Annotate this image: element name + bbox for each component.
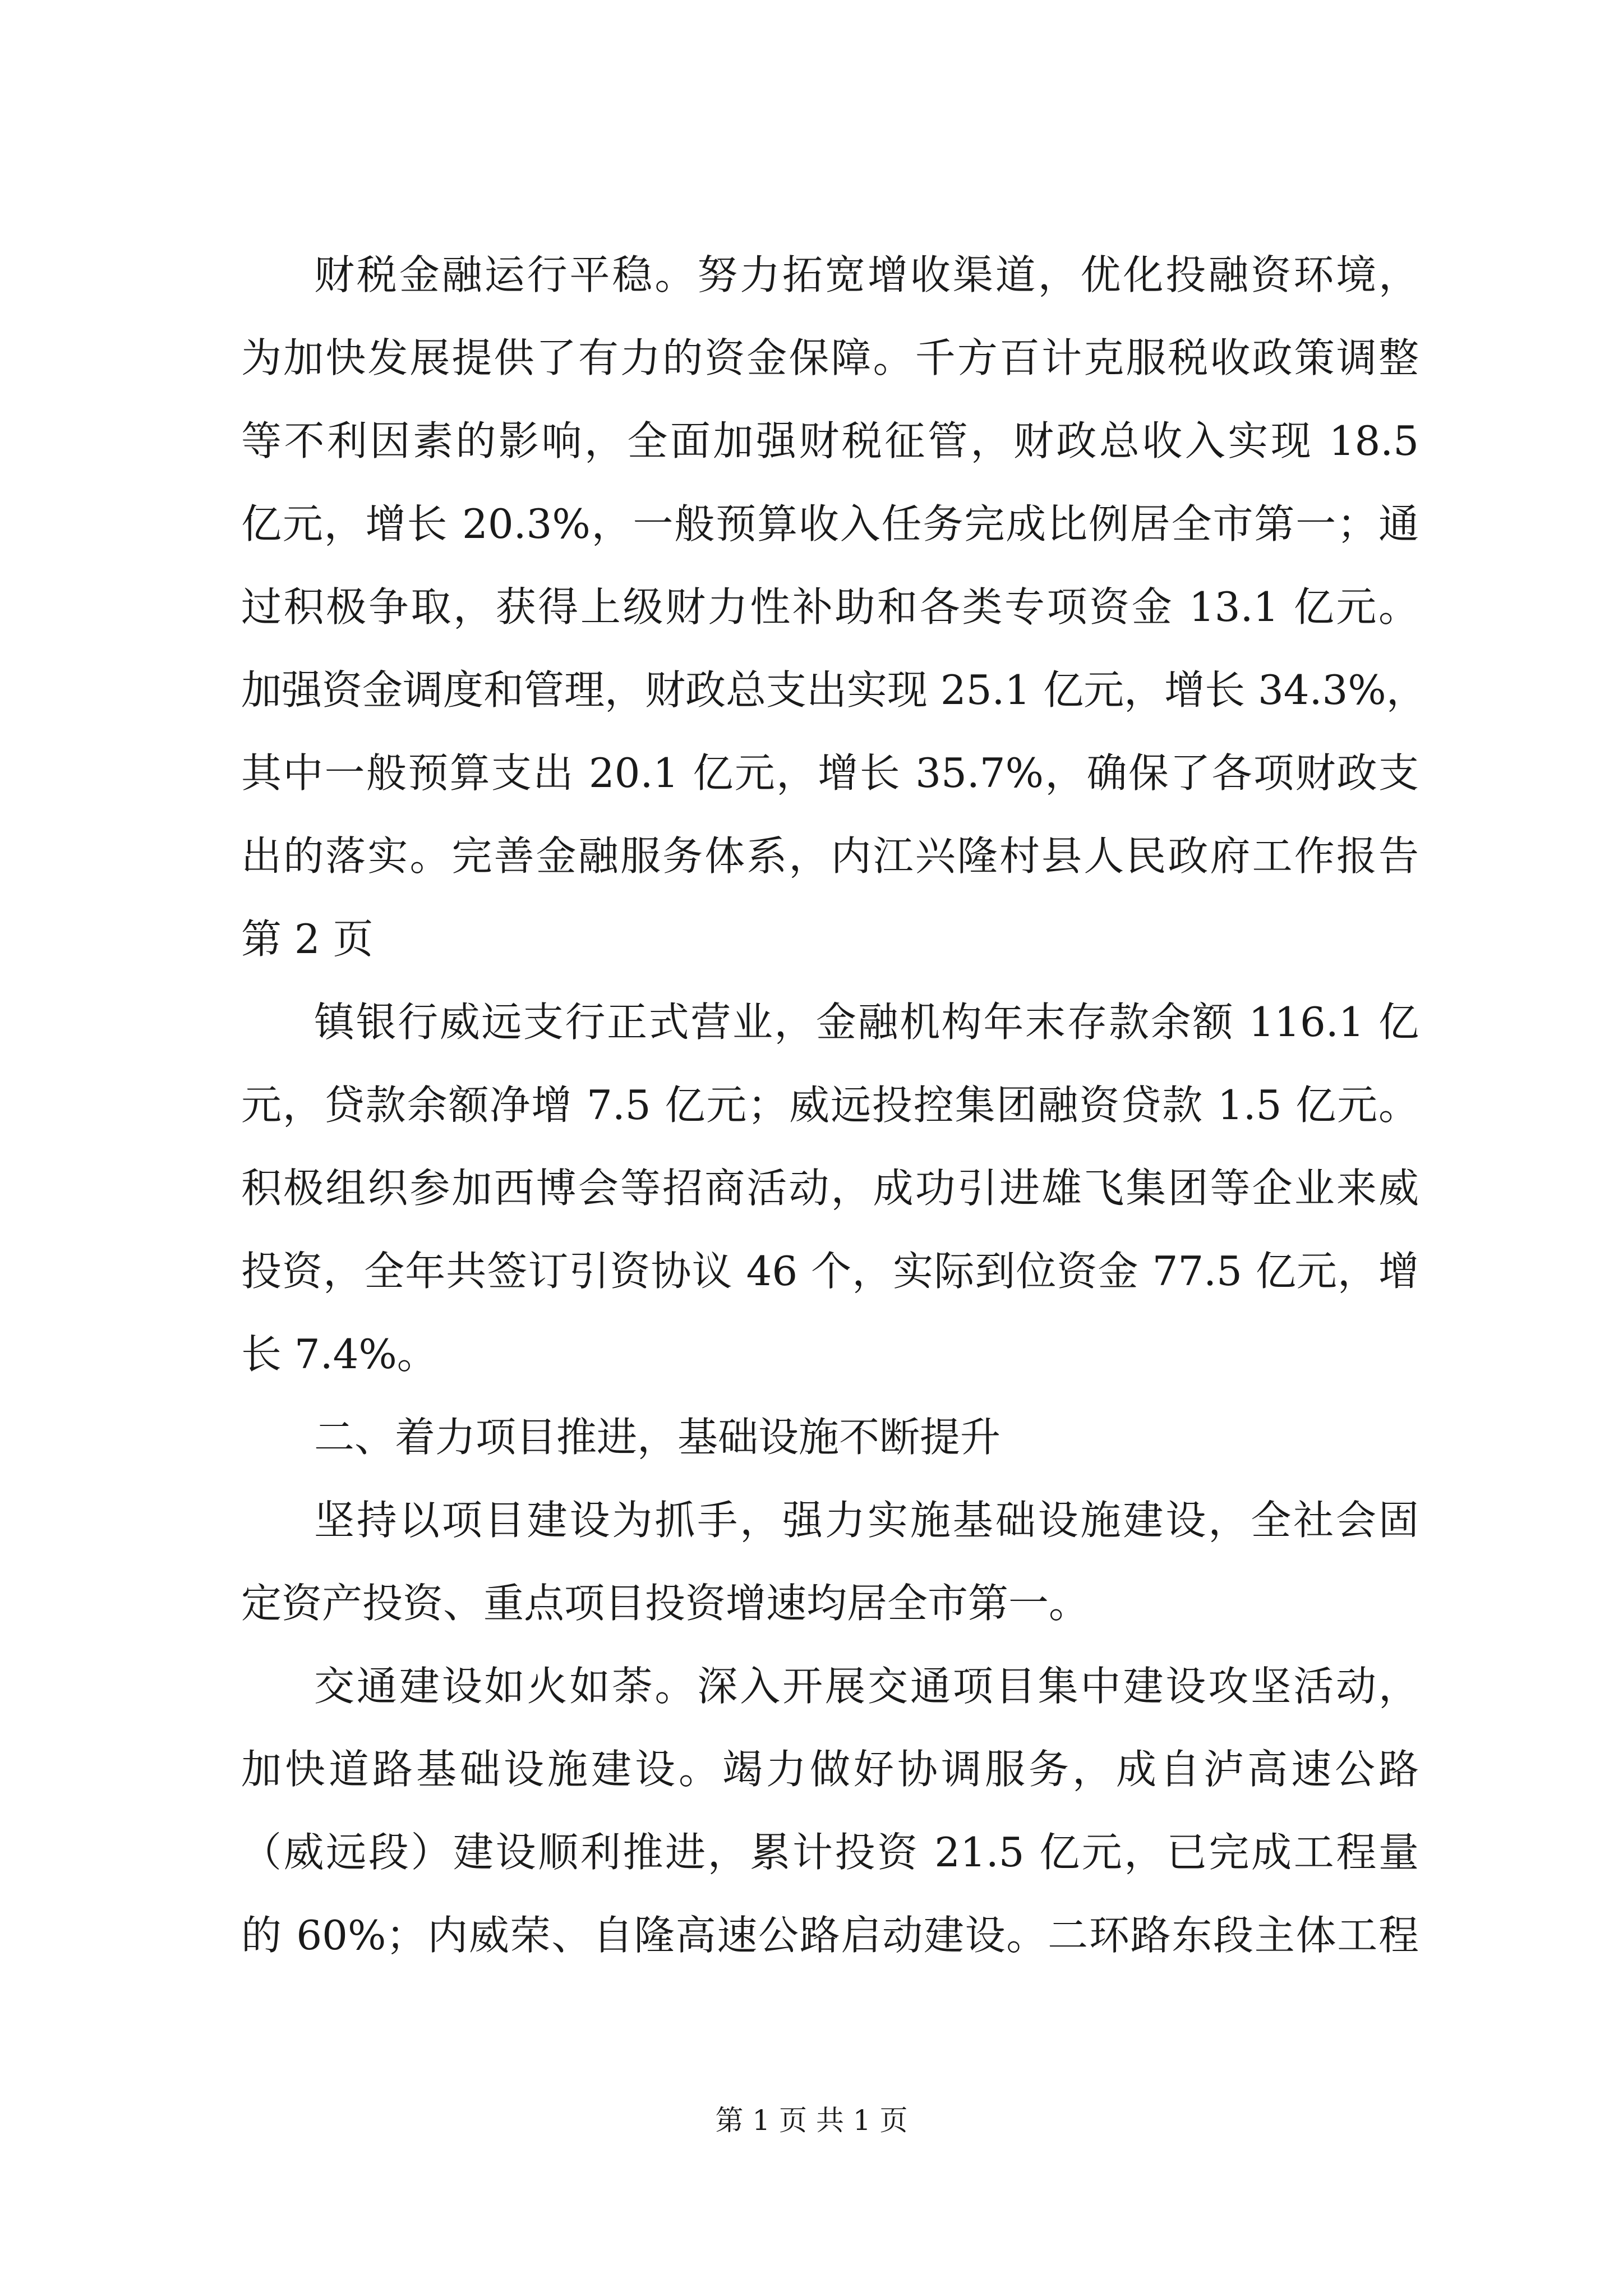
section-heading: 二、着力项目推进，基础设施不断提升 — [314, 1414, 1001, 1461]
paragraph-line: 元，贷款余额净增 7.5 亿元；威远投控集团融资贷款 1.5 亿元。 — [241, 1082, 1419, 1129]
page-reference: 第 2 页 — [241, 915, 374, 963]
paragraph-line: 投资，全年共签订引资协议 46 个，实际到位资金 77.5 亿元，增 — [241, 1248, 1419, 1295]
paragraph-line: 过积极争取，获得上级财力性补助和各类专项资金 13.1 亿元。 — [241, 583, 1419, 631]
paragraph-line: 为加快发展提供了有力的资金保障。千方百计克服税收政策调整 — [241, 334, 1419, 381]
paragraph-line: 积极组织参加西博会等招商活动，成功引进雄飞集团等企业来威 — [241, 1165, 1419, 1212]
page-footer: 第 1 页 共 1 页 — [715, 2104, 908, 2137]
paragraph-line: 加强资金调度和管理，财政总支出实现 25.1 亿元，增长 34.3%， — [241, 666, 1427, 714]
paragraph-line: 亿元，增长 20.3%，一般预算收入任务完成比例居全市第一；通 — [241, 500, 1419, 547]
paragraph-line: 交通建设如火如荼。深入开展交通项目集中建设攻坚活动， — [314, 1663, 1419, 1710]
paragraph-line: 财税金融运行平稳。努力拓宽增收渠道，优化投融资环境， — [314, 251, 1419, 298]
paragraph-line: 出的落实。完善金融服务体系，内江兴隆村县人民政府工作报告 — [241, 832, 1419, 880]
paragraph-line: 的 60%；内威荣、自隆高速公路启动建设。二环路东段主体工程 — [241, 1912, 1419, 1959]
paragraph-line: 长 7.4%。 — [241, 1331, 437, 1378]
paragraph-line: 镇银行威远支行正式营业，金融机构年末存款余额 116.1 亿 — [314, 999, 1419, 1046]
paragraph-line: 其中一般预算支出 20.1 亿元，增长 35.7%，确保了各项财政支 — [241, 749, 1419, 797]
paragraph-line: 加快道路基础设施建设。竭力做好协调服务，成自泸高速公路 — [241, 1746, 1419, 1793]
paragraph-line: （威远段）建设顺利推进，累计投资 21.5 亿元，已完成工程量 — [241, 1829, 1419, 1876]
paragraph-line: 坚持以项目建设为抓手，强力实施基础设施建设，全社会固 — [314, 1497, 1419, 1544]
paragraph-line: 等不利因素的影响，全面加强财税征管，财政总收入实现 18.5 — [241, 417, 1419, 464]
paragraph-line: 定资产投资、重点项目投资增速均居全市第一。 — [241, 1580, 1090, 1627]
